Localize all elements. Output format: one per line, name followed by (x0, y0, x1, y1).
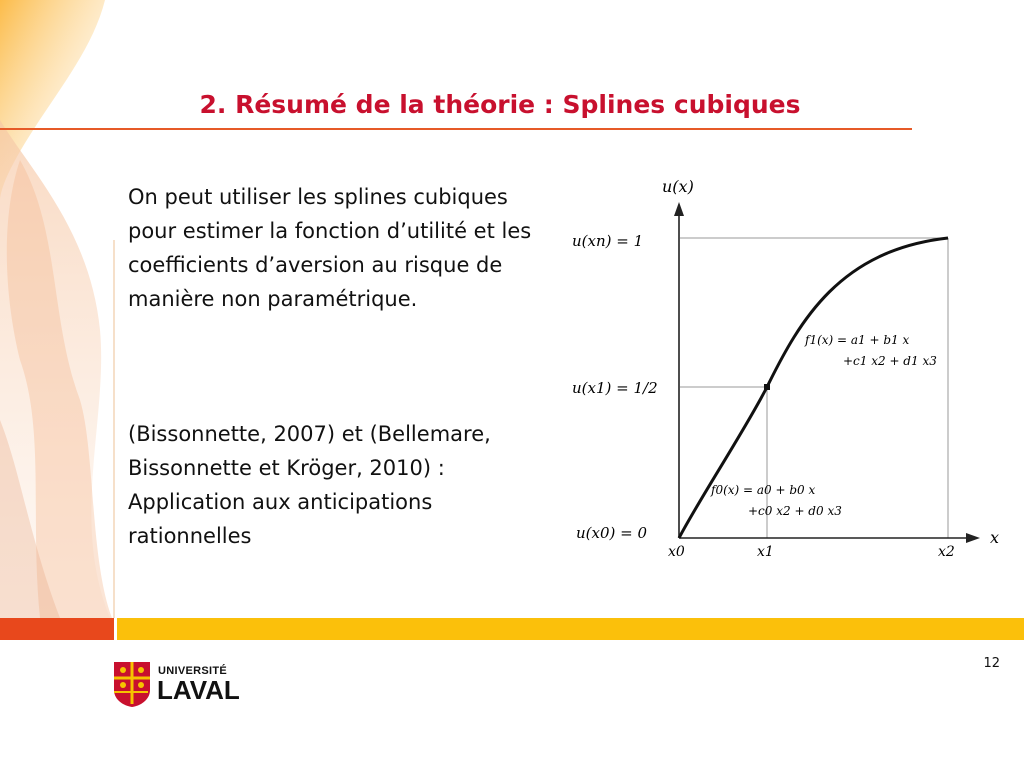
slide-title: 2. Résumé de la théorie : Splines cubiques (199, 90, 801, 119)
equation-f1-line2: +c1 x2 + d1 x3 (843, 354, 937, 368)
body-paragraph-splines: On peut utiliser les splines cubiques pour estimer la fonction d’utilité et les coefficients d’aversion au risque de manière non paramétrique. (128, 185, 532, 311)
equation-f0-line2: +c0 x2 + d0 x3 (748, 504, 842, 518)
label-u-xn-equals-1: u(xn) = 1 (572, 232, 644, 250)
x-axis-arrow (966, 533, 980, 543)
x-tick-x0: x0 (668, 544, 685, 560)
footer-bar-orange (0, 618, 114, 640)
x-tick-x1: x1 (757, 544, 774, 560)
label-u-x0-equals-0: u(x0) = 0 (576, 524, 648, 542)
knot-point-x1 (764, 384, 770, 390)
footer-bar-yellow (117, 618, 1024, 640)
equation-f1-line1: f1(x) = a1 + b1 x (805, 333, 910, 347)
logo-text-laval: LAVAL (157, 675, 240, 705)
label-u-x1-equals-half: u(x1) = 1/2 (572, 379, 658, 397)
universite-laval-logo (112, 660, 240, 708)
y-axis-title: u(x) (662, 177, 694, 196)
x-tick-x2: x2 (938, 544, 955, 560)
equation-f0-line1: f0(x) = a0 + b0 x (711, 483, 816, 497)
title-underline (0, 128, 912, 130)
y-axis-arrow (674, 202, 684, 216)
page-number: 12 (983, 656, 1000, 671)
crest-icon (112, 660, 152, 708)
body-paragraph-references: (Bissonnette, 2007) et (Bellemare, Bissonnette et Kröger, 2010) : Application aux anticipations rationnelles (128, 422, 491, 548)
logo-text-universite: UNIVERSITÉ (158, 665, 228, 677)
x-axis-title: x (990, 528, 1000, 547)
cubic-spline-utility-diagram (560, 165, 1020, 580)
